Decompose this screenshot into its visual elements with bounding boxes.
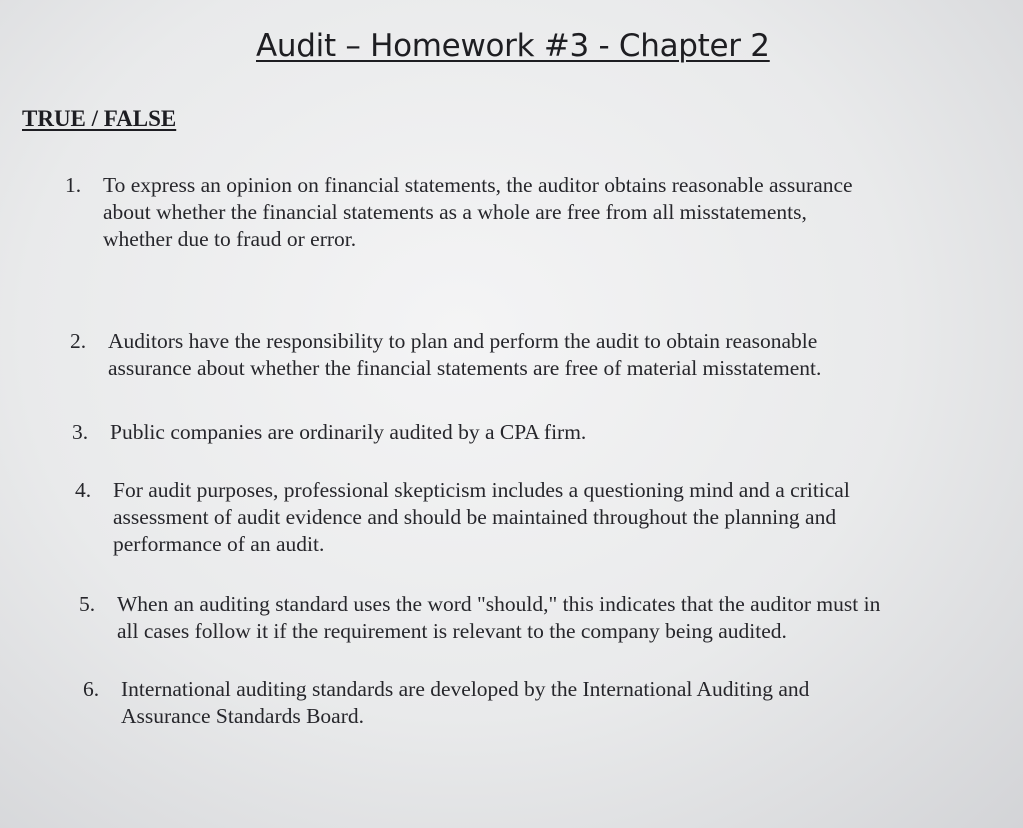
question-text bbox=[103, 172, 853, 253]
question-line: assurance about whether the financial statements are free of material misstatement. bbox=[108, 356, 822, 380]
question-line: all cases follow it if the requirement is relevant to the company being audited. bbox=[117, 619, 787, 643]
section-heading: TRUE / FALSE bbox=[22, 106, 177, 131]
question-text bbox=[108, 328, 821, 382]
question-line: When an auditing standard uses the word "should," this indicates that the auditor must in bbox=[117, 592, 881, 616]
question-line: Auditors have the responsibility to plan and perform the audit to obtain reasonable bbox=[108, 329, 818, 353]
question-line: assessment of audit evidence and should be maintained throughout the planning and bbox=[113, 505, 837, 529]
question-number: 1. bbox=[65, 173, 82, 197]
question-number: 4. bbox=[75, 478, 92, 502]
question-line: International auditing standards are developed by the International Auditing and bbox=[121, 677, 810, 701]
question-number: 5. bbox=[79, 592, 96, 616]
question-line: Assurance Standards Board. bbox=[121, 704, 365, 728]
question-number: 2. bbox=[70, 329, 87, 353]
question-text bbox=[121, 676, 809, 730]
document-title: Audit – Homework #3 - Chapter 2 bbox=[256, 28, 770, 64]
question-line: To express an opinion on financial statements, the auditor obtains reasonable assurance bbox=[103, 173, 853, 197]
question-line: Public companies are ordinarily audited by a CPA firm. bbox=[110, 420, 587, 444]
question-text bbox=[117, 591, 880, 645]
question-number: 3. bbox=[72, 420, 89, 444]
question-number: 6. bbox=[83, 677, 100, 701]
question-line: performance of an audit. bbox=[113, 532, 325, 556]
question-line: about whether the financial statements as a whole are free from all misstatements, bbox=[103, 200, 807, 224]
question-line: whether due to fraud or error. bbox=[103, 227, 357, 251]
question-line: For audit purposes, professional skepticism includes a questioning mind and a critical bbox=[113, 478, 850, 502]
question-text bbox=[113, 477, 850, 558]
question-text bbox=[110, 419, 586, 446]
